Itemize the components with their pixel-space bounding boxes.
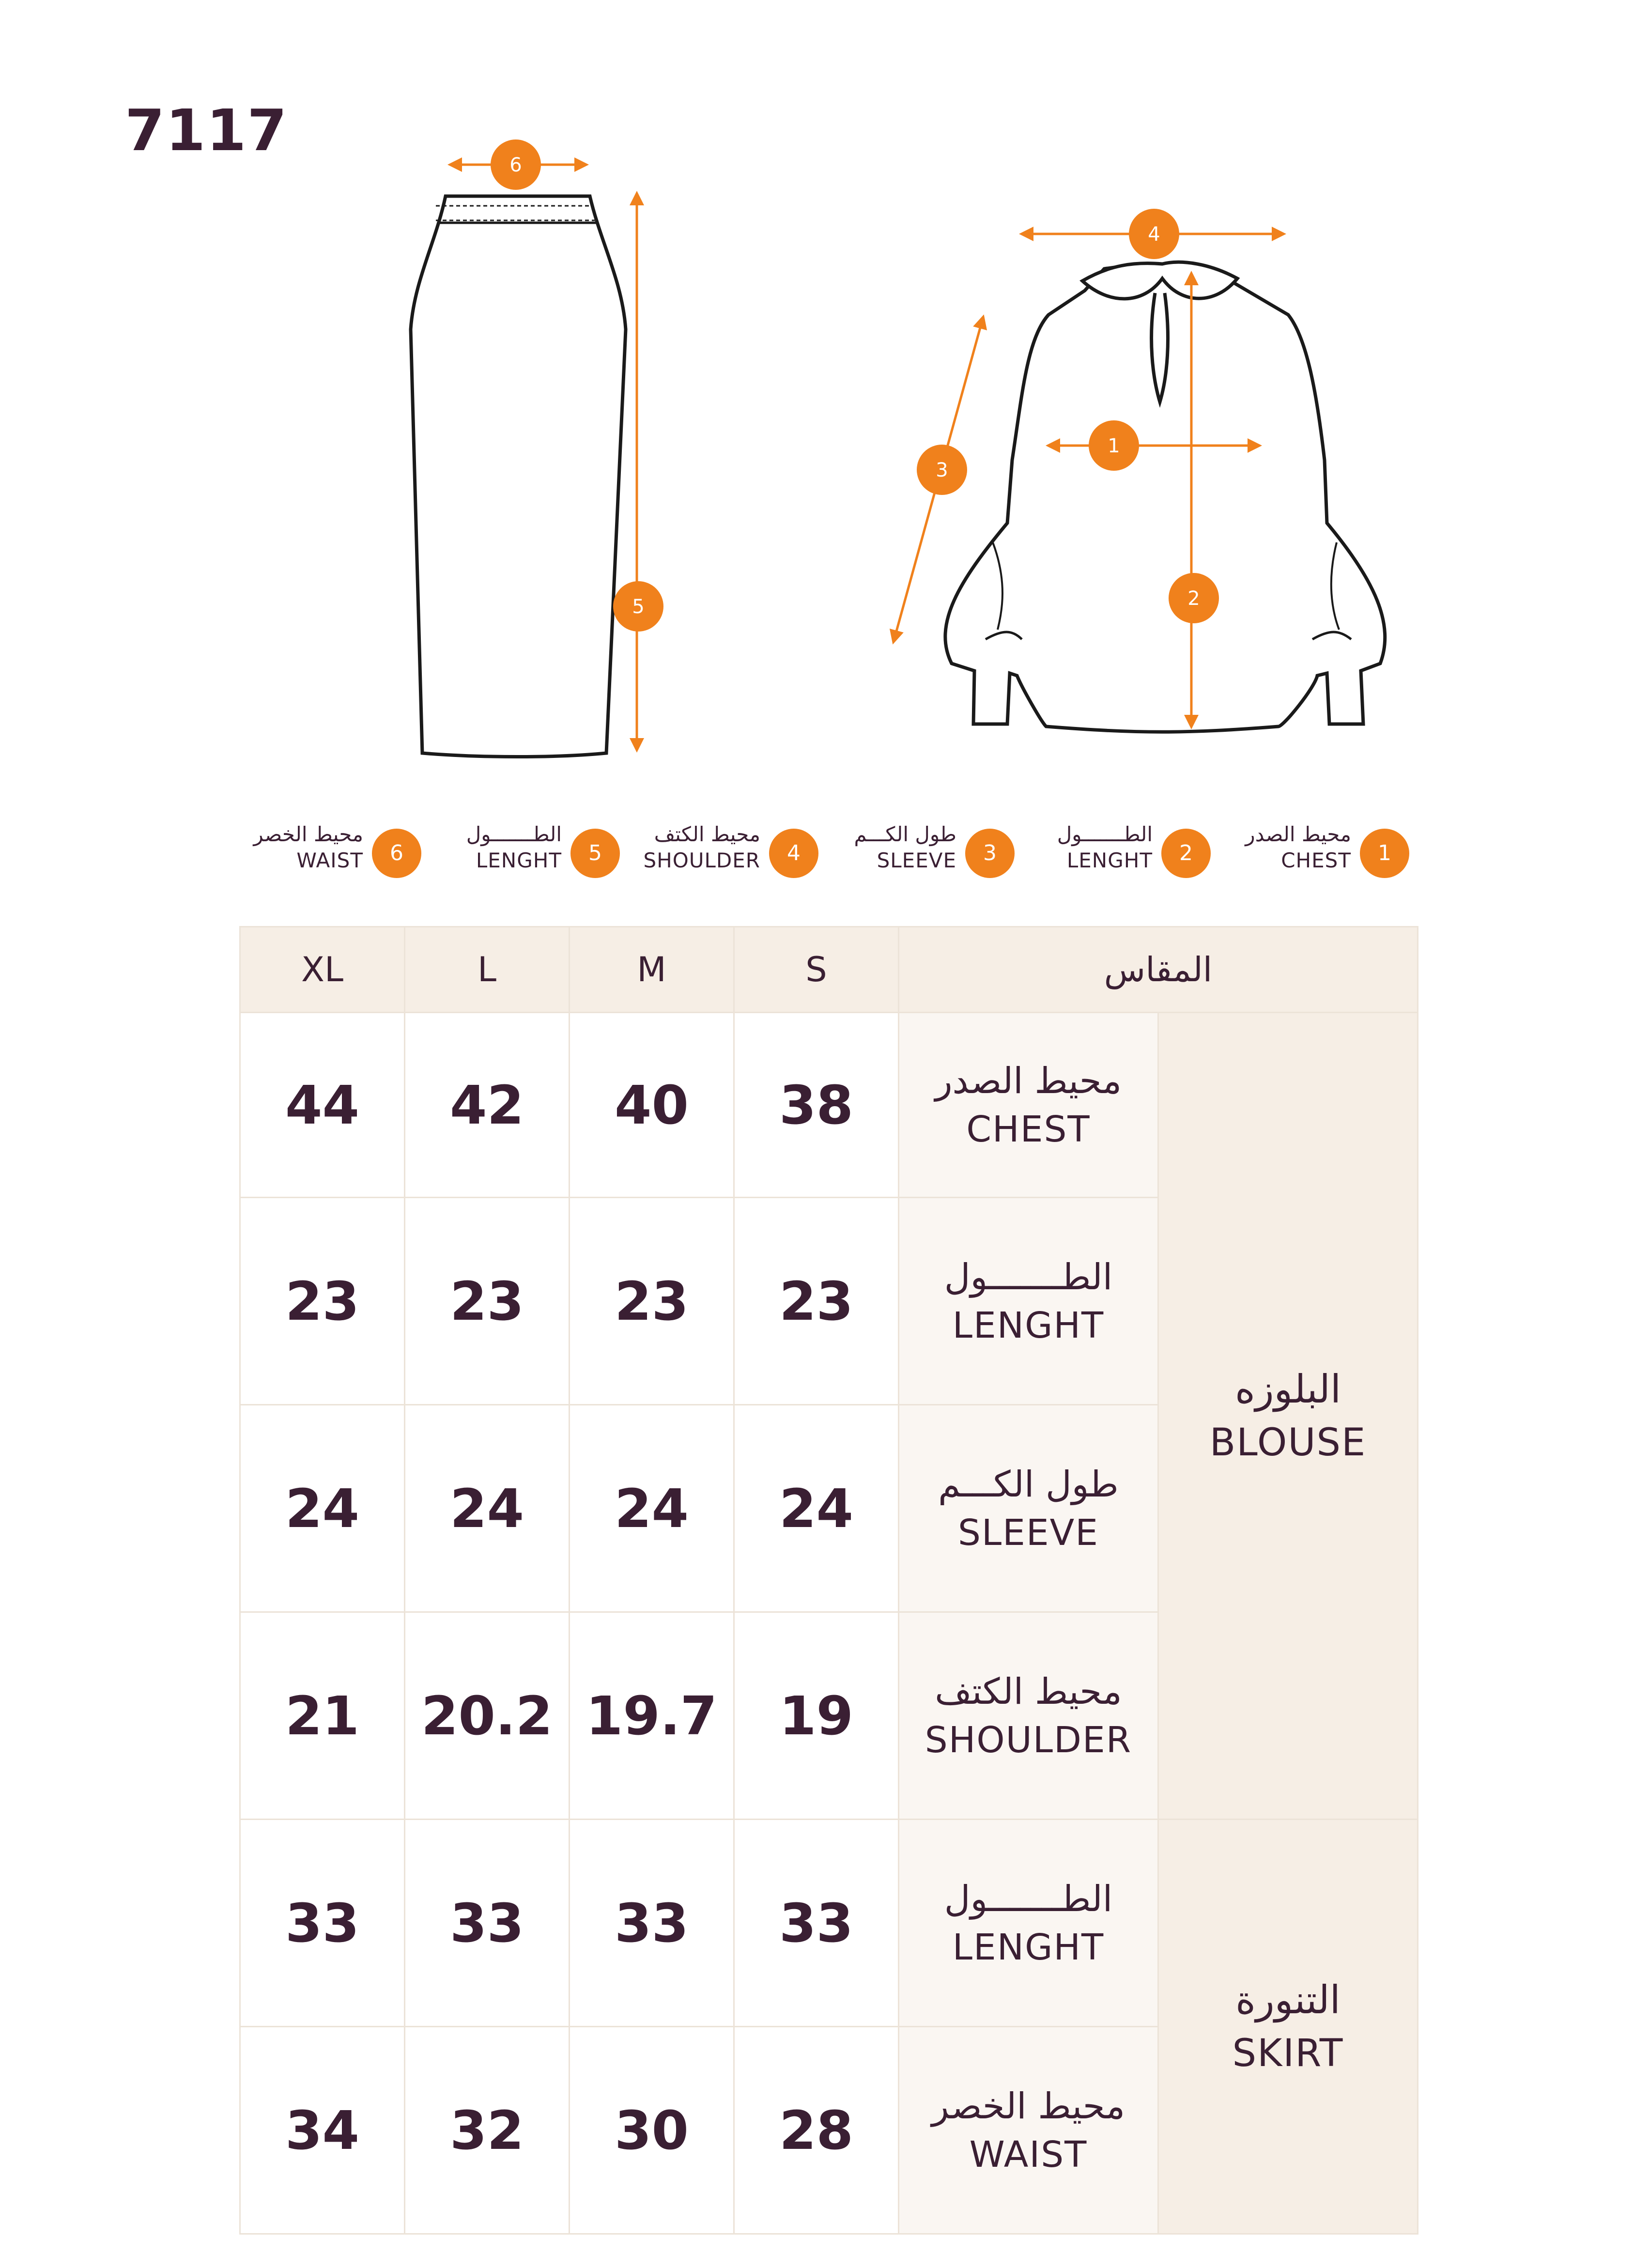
value-cell: 28 — [734, 2027, 899, 2234]
measurement-ar: طول الكـــم — [938, 1463, 1119, 1505]
size-header-s: S — [734, 927, 899, 1013]
value-cell: 23 — [570, 1198, 734, 1405]
measurement-label — [899, 1198, 1158, 1405]
legend-en: SHOULDER — [643, 849, 760, 872]
measurement-en: LENGHT — [952, 1304, 1105, 1346]
measurement-en: CHEST — [966, 1108, 1091, 1150]
legend-item-4 — [644, 816, 818, 884]
legend-ar: محيط الخصر — [253, 822, 363, 846]
legend-en: WAIST — [296, 849, 363, 872]
value-cell: 24 — [570, 1405, 734, 1612]
legend-badge: 6 — [372, 829, 421, 878]
value-cell: 30 — [570, 2027, 734, 2234]
marker-5 — [613, 581, 663, 632]
legend-item-6 — [247, 816, 421, 884]
value-cell: 32 — [405, 2027, 570, 2234]
value-cell: 33 — [570, 1820, 734, 2027]
group-label-skirt — [1158, 1820, 1418, 2234]
value-cell: 34 — [240, 2027, 405, 2234]
measurement-label — [899, 1612, 1158, 1820]
marker-4 — [1129, 209, 1179, 259]
table-row — [240, 1013, 1418, 1198]
measurement-ar: الطـــــــول — [944, 1256, 1113, 1298]
legend-en: LENGHT — [1066, 849, 1153, 872]
size-label-header: المقاس — [899, 927, 1418, 1013]
measurement-label — [899, 2027, 1158, 2234]
svg-text:6: 6 — [509, 154, 522, 176]
svg-text:2: 2 — [1187, 587, 1200, 610]
value-cell: 33 — [405, 1820, 570, 2027]
value-cell: 21 — [240, 1612, 405, 1820]
group-label-blouse — [1158, 1013, 1418, 1820]
table-header-row — [240, 927, 1418, 1013]
legend-item-2 — [1036, 816, 1211, 884]
svg-text:1: 1 — [1108, 435, 1120, 457]
value-cell: 33 — [734, 1820, 899, 2027]
value-cell: 24 — [405, 1405, 570, 1612]
group-en: BLOUSE — [1209, 1420, 1367, 1465]
legend-ar: محيط الصدر — [1245, 822, 1351, 846]
value-cell: 23 — [734, 1198, 899, 1405]
value-cell: 42 — [405, 1013, 570, 1198]
svg-text:4: 4 — [1148, 223, 1160, 246]
measurement-en: SLEEVE — [957, 1512, 1099, 1554]
legend-badge: 1 — [1360, 829, 1409, 878]
legend-ar: محيط الكتف — [654, 822, 760, 846]
marker-2 — [1169, 573, 1219, 623]
value-cell: 24 — [734, 1405, 899, 1612]
garment-diagram — [0, 0, 1649, 799]
value-cell: 19 — [734, 1612, 899, 1820]
value-cell: 40 — [570, 1013, 734, 1198]
value-cell: 38 — [734, 1013, 899, 1198]
product-code: 7117 — [125, 97, 288, 164]
legend-badge: 4 — [769, 829, 818, 878]
marker-6 — [491, 139, 541, 190]
size-header-xl: XL — [240, 927, 405, 1013]
blouse-sketch — [945, 262, 1385, 732]
size-header-m: M — [570, 927, 734, 1013]
legend-en: SLEEVE — [877, 849, 956, 872]
table-row — [240, 1820, 1418, 2027]
size-header-l: L — [405, 927, 570, 1013]
legend-item-5 — [446, 816, 620, 884]
measurement-en: SHOULDER — [925, 1719, 1132, 1761]
legend-en: LENGHT — [476, 849, 562, 872]
legend-item-3 — [840, 816, 1015, 884]
value-cell: 19.7 — [570, 1612, 734, 1820]
legend-en: CHEST — [1281, 849, 1351, 872]
measurement-ar: محيط الخصر — [931, 2085, 1125, 2127]
value-cell: 20.2 — [405, 1612, 570, 1820]
group-en: SKIRT — [1232, 2031, 1344, 2075]
measurement-ar: محيط الصدر — [935, 1060, 1122, 1102]
legend-ar: الطـــــــول — [466, 822, 562, 846]
group-ar: التنورة — [1235, 1977, 1341, 2022]
marker-3 — [917, 445, 967, 495]
measurement-ar: محيط الكتف — [935, 1670, 1122, 1713]
legend-ar: الطـــــــول — [1057, 822, 1153, 846]
value-cell: 24 — [240, 1405, 405, 1612]
value-cell: 23 — [240, 1198, 405, 1405]
legend-badge: 2 — [1161, 829, 1211, 878]
skirt-sketch — [411, 196, 626, 757]
legend-badge: 3 — [965, 829, 1015, 878]
value-cell: 23 — [405, 1198, 570, 1405]
value-cell: 44 — [240, 1013, 405, 1198]
marker-1 — [1089, 420, 1139, 471]
measurement-ar: الطـــــــول — [944, 1878, 1113, 1920]
measurement-label — [899, 1405, 1158, 1612]
group-ar: البلوزه — [1234, 1366, 1341, 1412]
size-chart-table — [239, 926, 1418, 2235]
legend-item-1 — [1235, 816, 1409, 884]
measurement-label — [899, 1013, 1158, 1198]
svg-text:5: 5 — [632, 596, 645, 618]
svg-text:3: 3 — [936, 459, 948, 481]
measurement-en: WAIST — [969, 2133, 1088, 2175]
measurement-en: LENGHT — [952, 1926, 1105, 1968]
value-cell: 33 — [240, 1820, 405, 2027]
legend-badge: 5 — [570, 829, 620, 878]
legend-ar: طول الكـــم — [854, 822, 956, 846]
measurement-label — [899, 1820, 1158, 2027]
